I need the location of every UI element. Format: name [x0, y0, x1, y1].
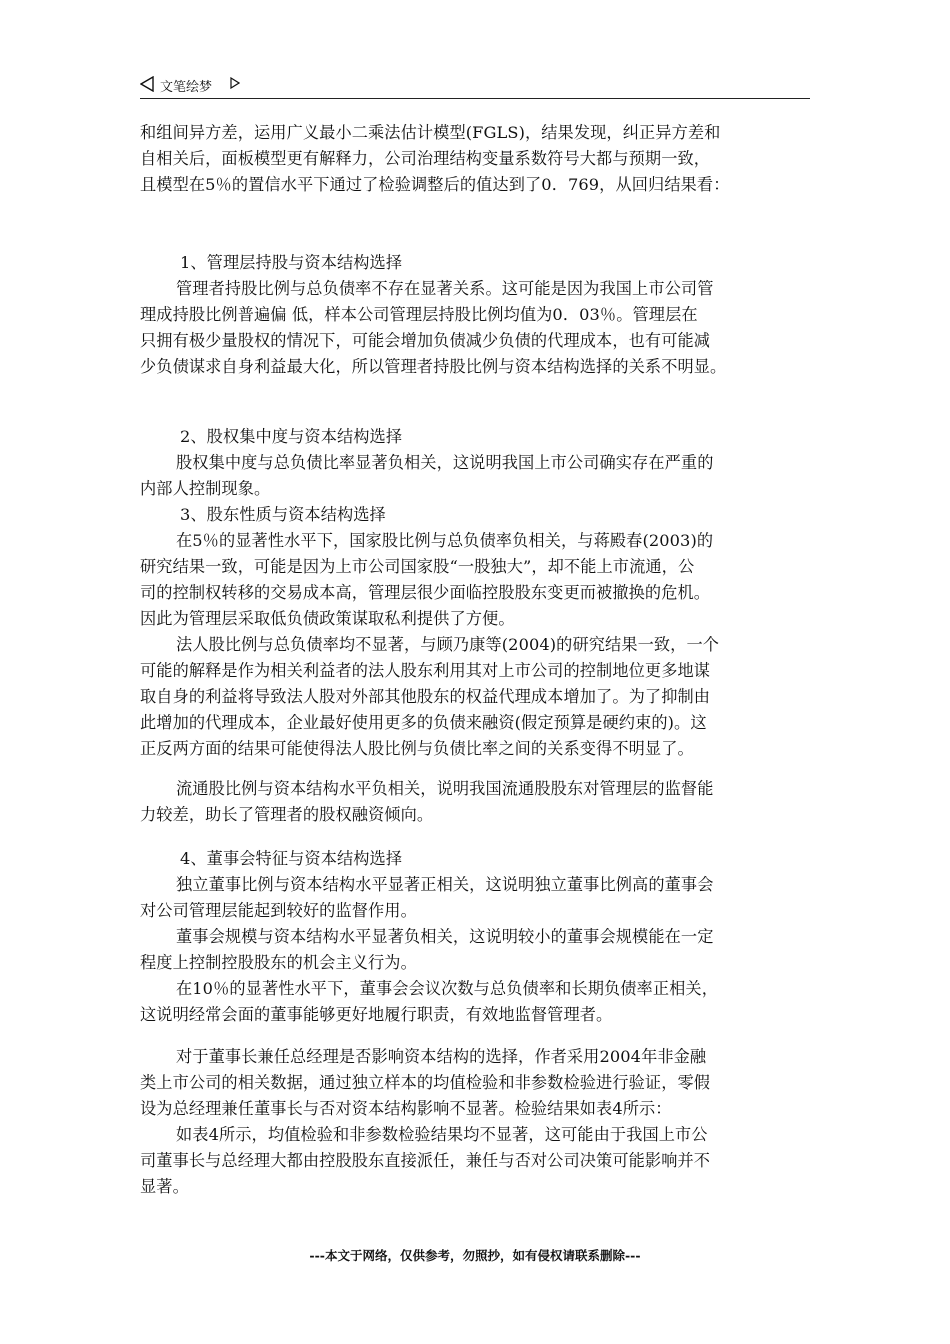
body-line: 只拥有极少量股权的情况下，可能会增加负债减少负债的代理成本，也有可能减 [140, 331, 711, 350]
body-line: 自相关后，面板模型更有解释力，公司治理结构变量系数符号大都与预期一致， [140, 149, 711, 168]
body-line: 因此为管理层采取低负债政策谋取私利提供了方便。 [140, 609, 515, 628]
body-line: 在5％的显著性水平下，国家股比例与总负债率负相关，与蒋殿春(2003)的 [176, 531, 714, 550]
body-line: 司董事长与总经理大都由控股股东直接派任，兼任与否对公司决策可能影响并不 [140, 1151, 711, 1170]
body-line: 取自身的利益将导致法人股对外部其他股东的权益代理成本增加了。为了抑制由 [140, 687, 711, 706]
section-heading: 4、董事会特征与资本结构选择 [180, 849, 403, 868]
body-line: 此增加的代理成本，企业最好使用更多的负债来融资(假定预算是硬约束的)。这 [140, 713, 707, 732]
body-line: 正反两方面的结果可能使得法人股比例与负债比率之间的关系变得不明显了。 [140, 739, 694, 758]
body-line: 程度上控制控股股东的机会主义行为。 [140, 953, 417, 972]
left-triangle-icon [140, 76, 154, 92]
body-line: 股权集中度与总负债比率显著负相关，这说明我国上市公司确实存在严重的 [176, 453, 714, 472]
page-header [140, 72, 810, 99]
section-heading: 2、股权集中度与资本结构选择 [180, 427, 403, 446]
body-line: 司的控制权转移的交易成本高，管理层很少面临控股股东变更而被撤换的危机。 [140, 583, 711, 602]
body-line: 流通股比例与资本结构水平负相关，说明我国流通股股东对管理层的监督能 [176, 779, 714, 798]
body-line: 理成持股比例普遍偏 低，样本公司管理层持股比例均值为0．03％。管理层在 [140, 305, 698, 324]
body-line: 研究结果一致，可能是因为上市公司国家股“一股独大”，却不能上市流通，公 [140, 557, 695, 576]
body-line: 显著。 [140, 1177, 189, 1196]
body-line: 管理者持股比例与总负债率不存在显著关系。这可能是因为我国上市公司管 [176, 279, 714, 298]
body-line: 类上市公司的相关数据，通过独立样本的均值检验和非参数检验进行验证，零假 [140, 1073, 711, 1092]
body-line: 内部人控制现象。 [140, 479, 271, 498]
right-triangle-icon [230, 77, 240, 89]
body-line: 力较差，助长了管理者的股权融资倾向。 [140, 805, 434, 824]
body-line: 设为总经理兼任董事长与否对资本结构影响不显著。检验结果如表4所示： [140, 1099, 672, 1118]
body-line: 独立董事比例与资本结构水平显著正相关，这说明独立董事比例高的董事会 [176, 875, 714, 894]
section-heading: 1、管理层持股与资本结构选择 [180, 253, 403, 272]
header-title: 文笔绘梦 [160, 80, 213, 95]
body-line: 如表4所示，均值检验和非参数检验结果均不显著，这可能由于我国上市公 [176, 1125, 708, 1144]
body-line: 少负债谋求自身利益最大化，所以管理者持股比例与资本结构选择的关系不明显。 [140, 357, 727, 376]
body-line: 对公司管理层能起到较好的监督作用。 [140, 901, 417, 920]
body-line: 在10％的显著性水平下，董事会会议次数与总负债率和长期负债率正相关， [176, 979, 718, 998]
body-line: 对于董事长兼任总经理是否影响资本结构的选择，作者采用2004年非金融 [176, 1047, 707, 1066]
body-line: 且模型在5％的置信水平下通过了检验调整后的值达到了0．769，从回归结果看： [140, 175, 730, 194]
body-line: 这说明经常会面的董事能够更好地履行职责，有效地监督管理者。 [140, 1005, 613, 1024]
body-line: 和组间异方差，运用广义最小二乘法估计模型(FGLS)，结果发现，纠正异方差和 [140, 123, 721, 142]
footer-disclaimer: ---本文于网络，仅供参考，勿照抄，如有侵权请联系删除--- [309, 1248, 641, 1263]
body-line: 董事会规模与资本结构水平显著负相关，这说明较小的董事会规模能在一定 [176, 927, 714, 946]
section-heading: 3、股东性质与资本结构选择 [180, 505, 386, 524]
body-line: 法人股比例与总负债率均不显著，与顾乃康等(2004)的研究结果一致，一个 [176, 635, 720, 654]
body-line: 可能的解释是作为相关利益者的法人股东利用其对上市公司的控制地位更多地谋 [140, 661, 711, 680]
